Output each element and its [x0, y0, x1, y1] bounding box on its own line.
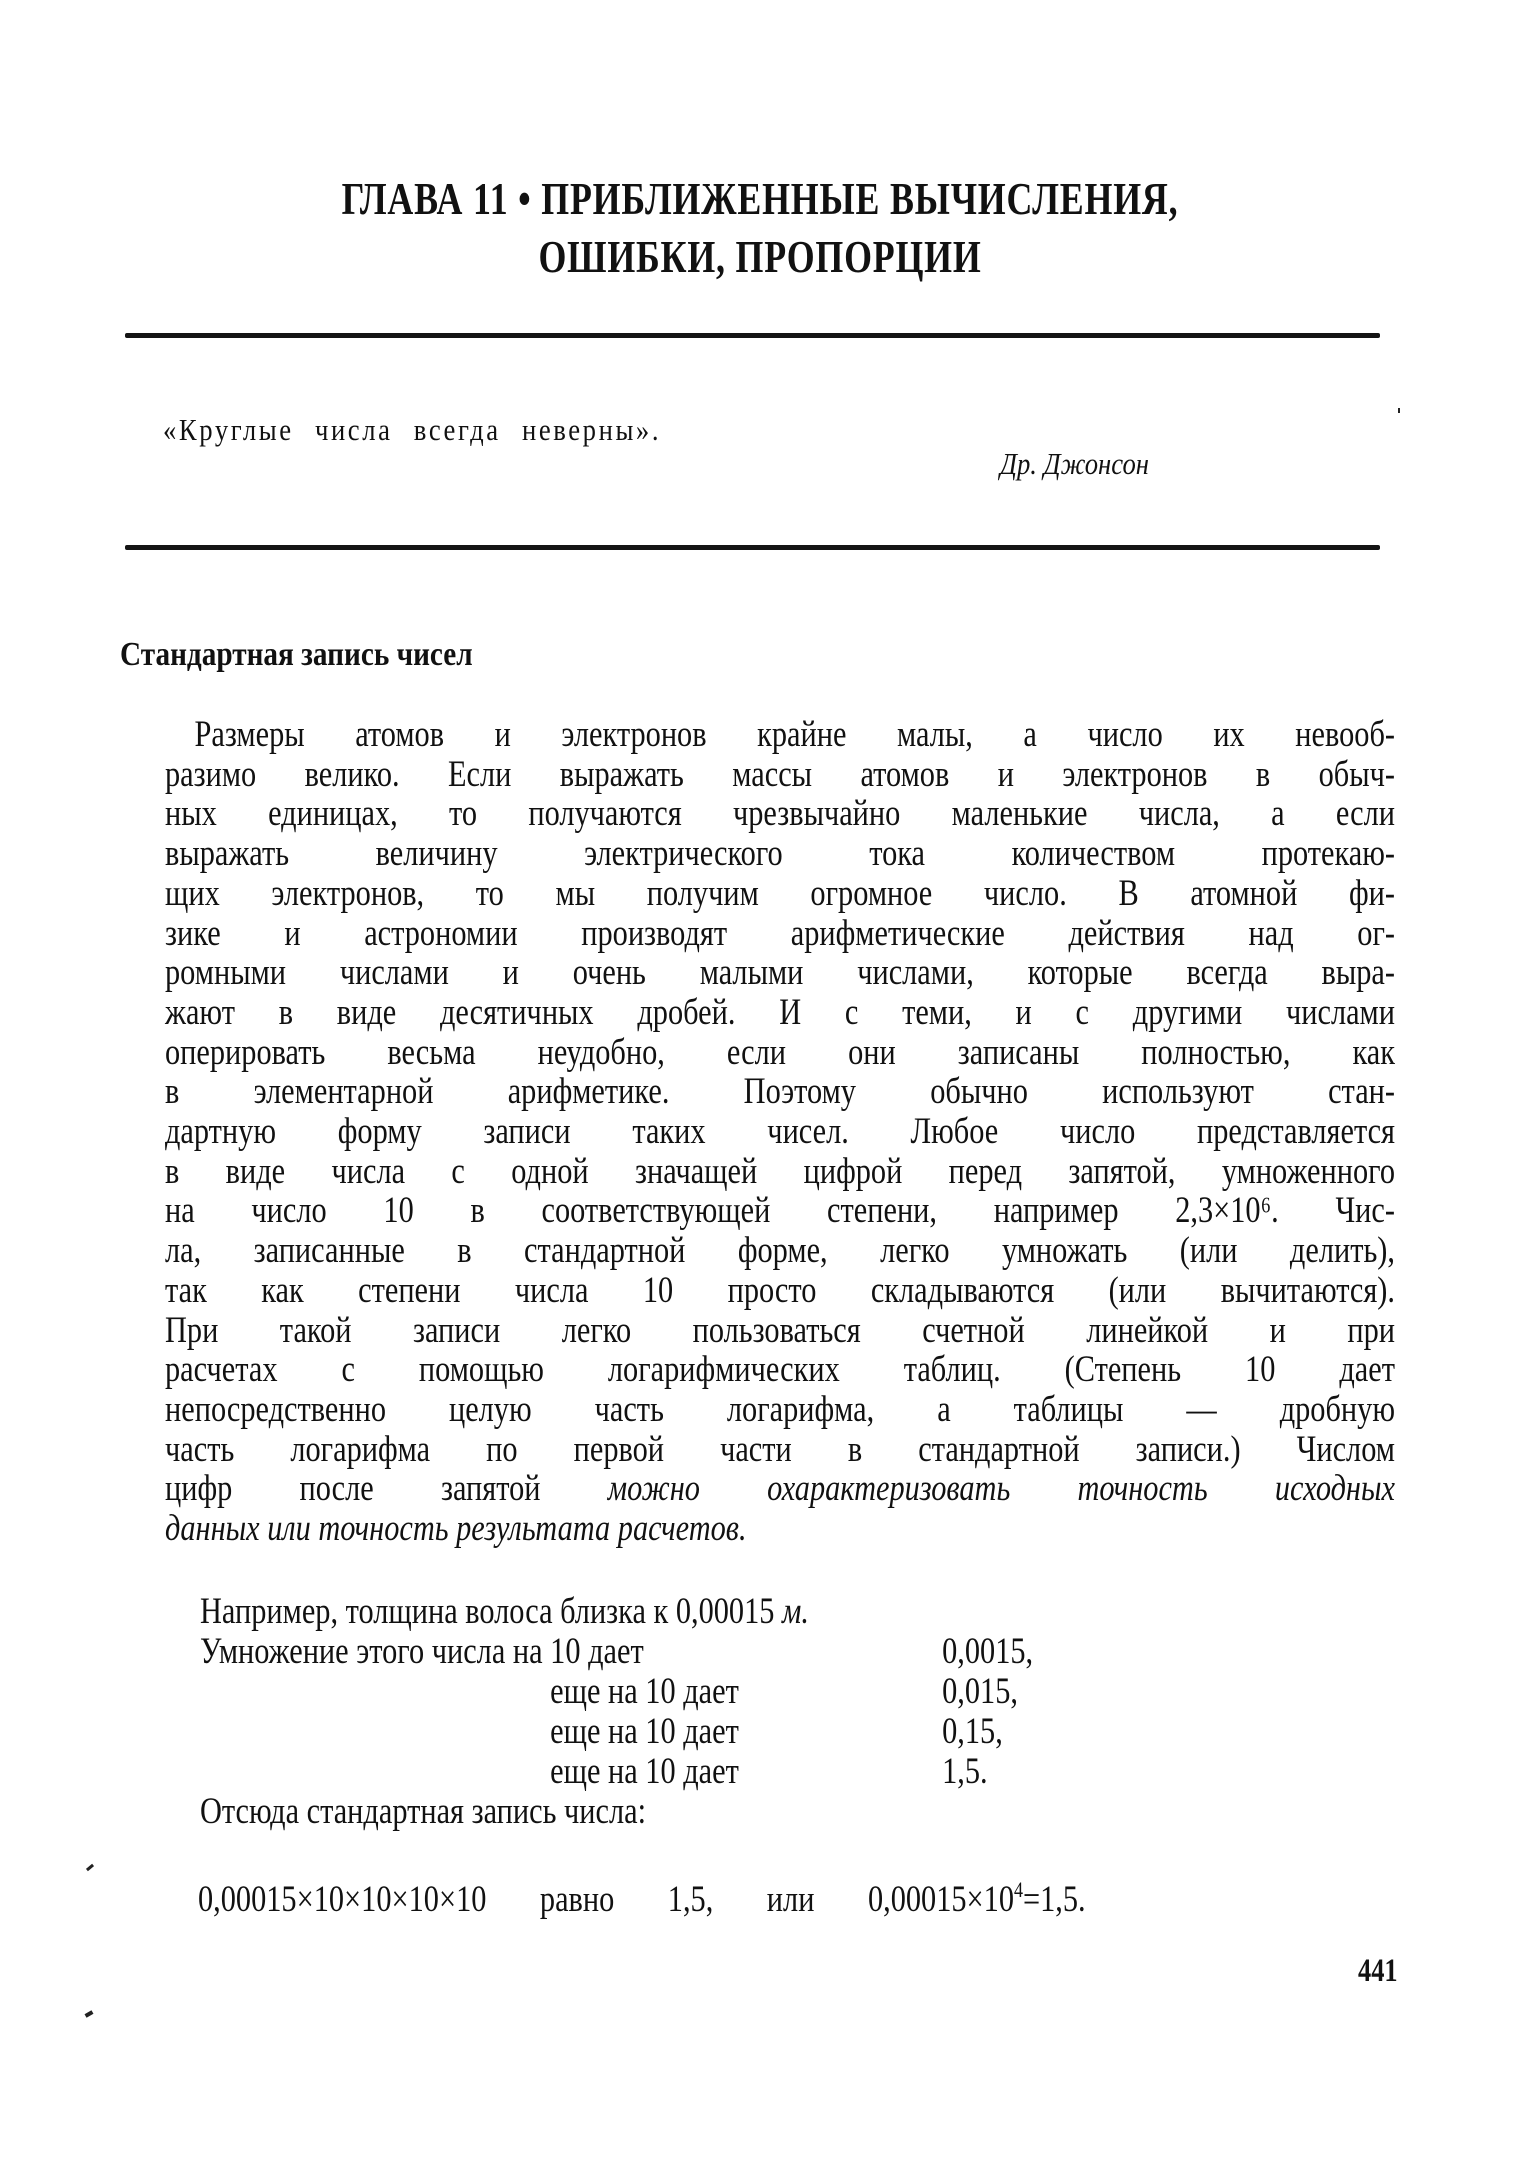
body-line: часть логарифма по первой части в стандартной записи.) Числом	[165, 1428, 1395, 1470]
formula-compact-result: =1,5.	[1023, 1879, 1086, 1920]
example-step-label: Умножение этого числа на 10 дает	[200, 1631, 644, 1672]
formula-result: 1,5,	[667, 1879, 714, 1920]
example-step	[200, 1711, 1003, 1752]
body-line: щих электронов, то мы получим огромное число. В атомной фи-	[165, 872, 1395, 914]
body-line: разимо велико. Если выражать массы атомов и электронов в обыч-	[165, 753, 1395, 795]
example-step	[200, 1671, 1018, 1712]
formula-equals-word: равно	[539, 1879, 615, 1920]
chapter-title	[323, 170, 1197, 286]
formula-compact-base: 0,00015×10	[867, 1879, 1015, 1920]
example-unit: м.	[782, 1591, 809, 1632]
example-step-value: 0,15,	[942, 1711, 1003, 1752]
example-step-label: еще на 10 дает	[550, 1671, 739, 1712]
chapter-title-line-2: ОШИБКИ, ПРОПОРЦИИ	[538, 231, 982, 282]
body-line: в виде числа с одной значащей цифрой перед запятой, умноженного	[165, 1150, 1395, 1192]
epigraph-author: Др. Джонсон	[1000, 446, 1150, 481]
body-line: оперировать весьма неудобно, если они записаны полностью, как	[165, 1031, 1395, 1073]
example-step-value: 0,0015,	[942, 1631, 1034, 1672]
body-line: на число 10 в соответствующей степени, например 2,3×10⁶. Чис-	[165, 1190, 1395, 1232]
body-line: Размеры атомов и электронов крайне малы, а число их невооб-	[194, 714, 1395, 755]
example-step-label: еще на 10 дает	[550, 1711, 739, 1752]
body-text-plain: цифр после запятой	[165, 1468, 608, 1510]
scan-artifact-mark	[86, 1864, 94, 1871]
body-line: непосредственно целую часть логарифма, а таблицы — дробную	[165, 1388, 1395, 1430]
body-line-mixed	[165, 1469, 1395, 1509]
chapter-title-line-1: ГЛАВА 11 • ПРИБЛИЖЕННЫЕ ВЫЧИСЛЕНИЯ,	[341, 173, 1179, 224]
body-line: жают в виде десятичных дробей. И с теми, и с другими числами	[165, 991, 1395, 1033]
epigraph-quote: «Круглые числа всегда неверны».	[163, 412, 662, 447]
page-number: 441	[1358, 1953, 1398, 1989]
example-conclusion: Отсюда стандартная запись числа:	[200, 1791, 647, 1832]
example-step	[200, 1631, 1034, 1672]
example-step-value: 1,5.	[942, 1751, 988, 1792]
example-step	[200, 1751, 988, 1792]
scan-artifact-mark	[1398, 408, 1400, 413]
scan-artifact-mark	[85, 2010, 94, 2017]
formula-compact	[868, 1879, 1086, 1920]
body-line-emphasis	[165, 1509, 1395, 1549]
body-text-emphasis: данных или точность результата расчетов.	[165, 1508, 747, 1550]
formula-or-word: или	[766, 1879, 815, 1920]
formula-product: 0,00015×10×10×10×10	[198, 1879, 487, 1920]
example-step-label: еще на 10 дает	[550, 1751, 739, 1792]
body-line: зике и астрономии производят арифметические действия над ог-	[165, 912, 1395, 954]
body-line: При такой записи легко пользоваться счетной линейкой и при	[165, 1309, 1395, 1351]
body-line: выражать величину электрического тока количеством протекаю-	[165, 833, 1395, 875]
example-intro	[200, 1592, 809, 1632]
epigraph-top-rule	[125, 333, 1380, 338]
example-block	[200, 1591, 1034, 1832]
body-text-emphasis: можно охарактеризовать точность исходных	[607, 1468, 1395, 1510]
body-line: ла, записанные в стандартной форме, легко умножать (или делить),	[165, 1230, 1395, 1272]
body-line: в элементарной арифметике. Поэтому обычно используют стан-	[165, 1071, 1395, 1113]
body-line: дартную форму записи таких чисел. Любое число представляется	[165, 1111, 1395, 1153]
section-heading: Стандартная запись чисел	[120, 636, 473, 673]
formula-compact-exponent: 4	[1014, 1877, 1024, 1902]
example-intro-text: Например, толщина волоса близка к 0,00015	[200, 1591, 783, 1632]
epigraph-bottom-rule	[125, 545, 1380, 550]
standard-form-formula	[198, 1878, 1086, 1921]
body-line: расчетах с помощью логарифмических таблиц. (Степень 10 дает	[165, 1349, 1395, 1391]
body-line: так как степени числа 10 просто складываются (или вычитаются).	[165, 1269, 1395, 1311]
body-line: ных единицах, то получаются чрезвычайно маленькие числа, а если	[165, 793, 1395, 835]
body-paragraph	[165, 715, 1395, 1549]
example-step-value: 0,015,	[942, 1671, 1018, 1712]
body-line: ромными числами и очень малыми числами, которые всегда выра-	[165, 952, 1395, 994]
